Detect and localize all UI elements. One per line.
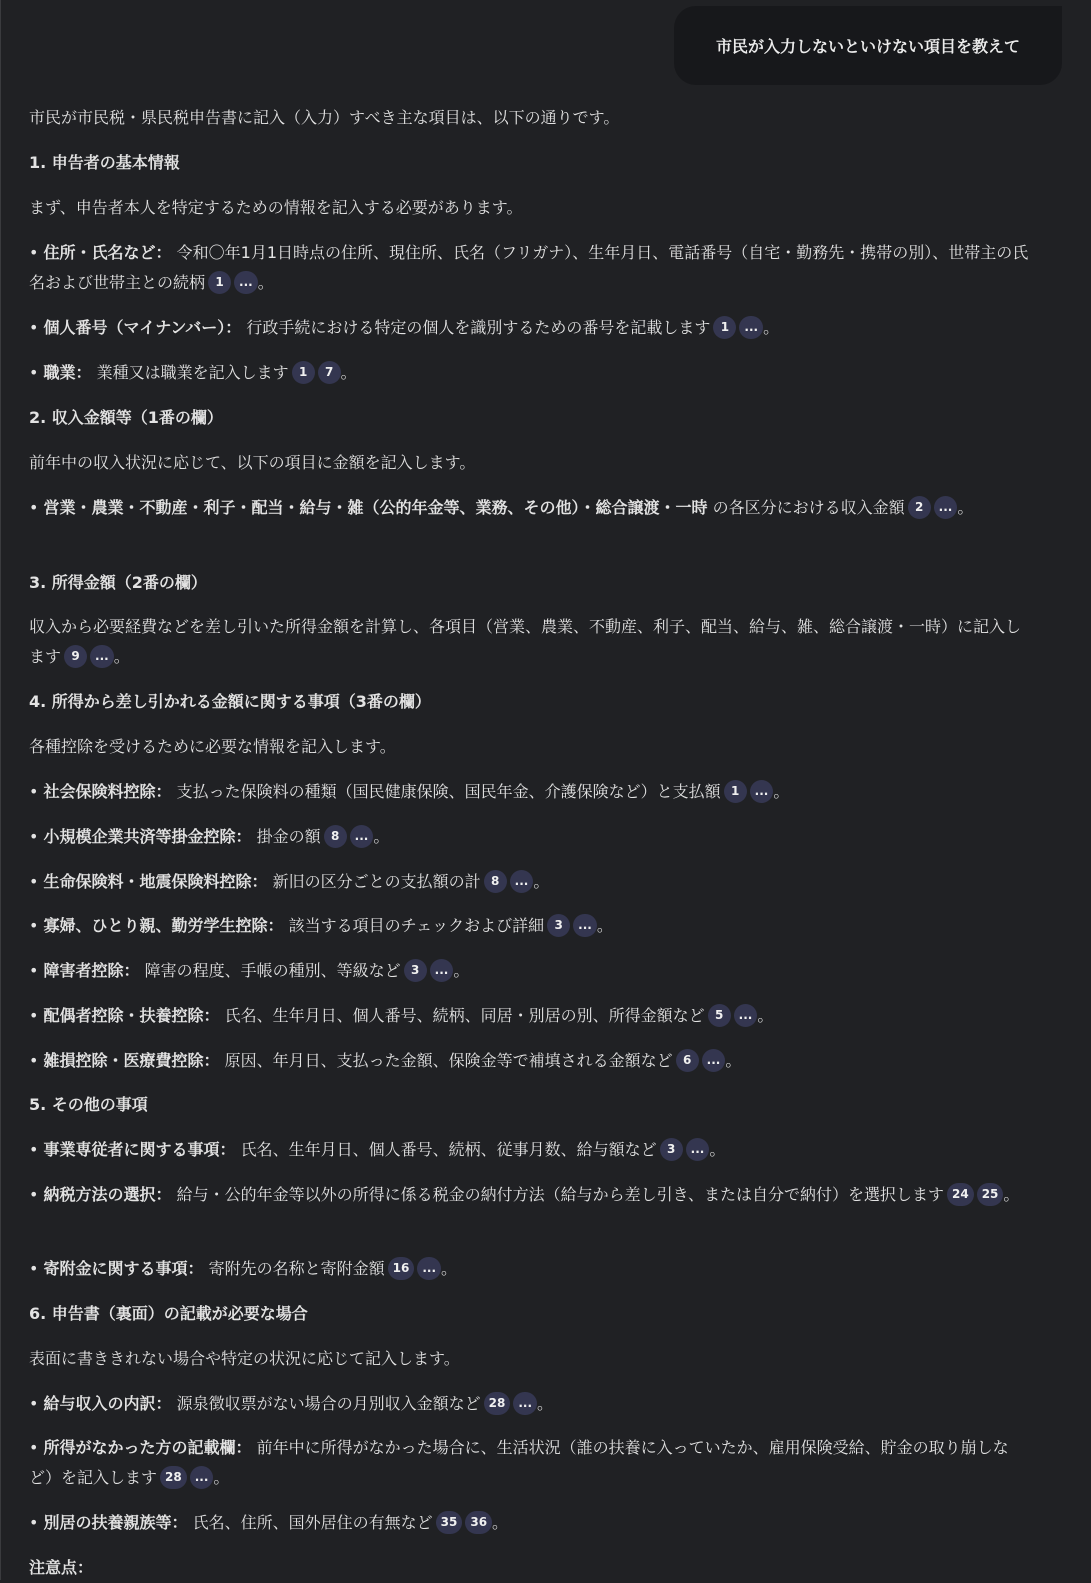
text-run: 。 bbox=[373, 827, 390, 846]
text-run: 新旧の区分ごとの支払額の計 bbox=[267, 872, 481, 891]
response-paragraph bbox=[29, 1001, 1029, 1031]
item-label: 所得がなかった方の記載欄： bbox=[43, 1438, 252, 1457]
text-run: 行政手続における特定の個人を識別するための番号を記載します bbox=[241, 318, 711, 337]
citation-chip[interactable]: ... bbox=[934, 496, 958, 519]
citation-chip[interactable]: 7 bbox=[318, 361, 341, 384]
citation-chip[interactable]: ... bbox=[190, 1466, 214, 1489]
citation-chip[interactable]: 1 bbox=[292, 361, 315, 384]
item-label: 配偶者控除・扶養控除： bbox=[43, 1006, 220, 1025]
citation-chip[interactable]: 1 bbox=[713, 316, 736, 339]
response-paragraph bbox=[29, 358, 1029, 388]
text-run: • bbox=[29, 1513, 44, 1532]
text-run: 氏名、生年月日、個人番号、続柄、従事月数、給与額など bbox=[235, 1140, 657, 1159]
citation-chip[interactable]: ... bbox=[350, 825, 374, 848]
text-run: 。 bbox=[725, 1051, 742, 1070]
text-run: • bbox=[29, 363, 44, 382]
response-paragraph bbox=[29, 867, 1029, 897]
text-run: • bbox=[29, 782, 44, 801]
text-run: • bbox=[29, 827, 44, 846]
text-run: 該当する項目のチェックおよび詳細 bbox=[283, 916, 545, 935]
item-label: 給与収入の内訳： bbox=[43, 1394, 172, 1413]
item-label: 寄附金に関する事項： bbox=[43, 1259, 204, 1278]
response-paragraph bbox=[29, 238, 1029, 298]
text-run: 2. 収入金額等（1番の欄） bbox=[29, 408, 223, 427]
text-run: • bbox=[29, 1140, 44, 1159]
citation-chip[interactable]: 1 bbox=[724, 780, 747, 803]
citation-chip[interactable]: ... bbox=[734, 1004, 758, 1027]
response-paragraph bbox=[29, 1254, 1029, 1284]
item-label: 別居の扶養親族等： bbox=[43, 1513, 188, 1532]
citation-chip[interactable]: ... bbox=[417, 1257, 441, 1280]
item-label: 職業： bbox=[43, 363, 92, 382]
text-run: 。 bbox=[957, 498, 974, 517]
citation-chip[interactable]: 25 bbox=[977, 1183, 1004, 1206]
text-run: 表面に書ききれない場合や特定の状況に応じて記入します。 bbox=[29, 1349, 460, 1368]
text-run: 市民が市民税・県民税申告書に記入（入力）すべき主な項目は、以下の通りです。 bbox=[29, 108, 620, 127]
citation-chip[interactable]: ... bbox=[430, 959, 454, 982]
text-run: 4. 所得から差し引かれる金額に関する事項（3番の欄） bbox=[29, 692, 431, 711]
citation-chip[interactable]: ... bbox=[686, 1138, 710, 1161]
text-run: 注意点： bbox=[29, 1558, 94, 1577]
item-label: 営業・農業・不動産・利子・配当・給与・雑（公的年金等、業務、その他）・総合譲渡・一時 bbox=[43, 498, 708, 517]
section-heading bbox=[29, 687, 1029, 717]
section-heading bbox=[29, 403, 1029, 433]
text-run: 5. その他の事項 bbox=[29, 1095, 148, 1114]
response-paragraph bbox=[29, 1433, 1029, 1493]
citation-chip[interactable]: 16 bbox=[388, 1257, 415, 1280]
text-run: • bbox=[29, 1051, 44, 1070]
response-paragraph bbox=[29, 1508, 1029, 1538]
text-run: 源泉徴収票がない場合の月別収入金額など bbox=[171, 1394, 481, 1413]
citation-chip[interactable]: ... bbox=[750, 780, 774, 803]
citation-chip[interactable]: 9 bbox=[64, 645, 87, 668]
item-label: 事業専従者に関する事項： bbox=[43, 1140, 236, 1159]
text-run: 氏名、生年月日、個人番号、続柄、同居・別居の別、所得金額など bbox=[219, 1006, 705, 1025]
text-run: まず、申告者本人を特定するための情報を記入する必要があります。 bbox=[29, 198, 523, 217]
response-paragraph bbox=[29, 1180, 1029, 1210]
text-run: • bbox=[29, 318, 44, 337]
response-paragraph bbox=[29, 822, 1029, 852]
text-run: 。 bbox=[1003, 1185, 1020, 1204]
text-run: • bbox=[29, 243, 44, 262]
section-heading bbox=[29, 148, 1029, 178]
item-label: 小規模企業共済等掛金控除： bbox=[43, 827, 252, 846]
text-run: の各区分における収入金額 bbox=[707, 498, 905, 517]
text-run: 業種又は職業を記入します bbox=[91, 363, 289, 382]
text-run: 1. 申告者の基本情報 bbox=[29, 153, 180, 172]
text-run: 寄附先の名称と寄附金額 bbox=[203, 1259, 385, 1278]
item-label: 寡婦、ひとり親、勤労学生控除： bbox=[43, 916, 284, 935]
response-paragraph bbox=[29, 612, 1029, 672]
item-label: 雑損控除・医療費控除： bbox=[43, 1051, 220, 1070]
citation-chip[interactable]: 3 bbox=[404, 959, 427, 982]
citation-chip[interactable]: ... bbox=[513, 1392, 537, 1415]
text-run: 3. 所得金額（2番の欄） bbox=[29, 573, 207, 592]
citation-chip[interactable]: ... bbox=[739, 316, 763, 339]
citation-chip[interactable]: 36 bbox=[465, 1511, 492, 1534]
citation-chip[interactable]: 35 bbox=[436, 1511, 463, 1534]
response-paragraph bbox=[29, 777, 1029, 807]
text-run: 障害の程度、手帳の種別、等級など bbox=[139, 961, 401, 980]
text-run: 原因、年月日、支払った金額、保険金等で補填される金額など bbox=[219, 1051, 673, 1070]
text-run: 。 bbox=[257, 273, 274, 292]
response-paragraph bbox=[29, 956, 1029, 986]
citation-chip[interactable]: 8 bbox=[324, 825, 347, 848]
text-run: • bbox=[29, 1438, 44, 1457]
user-message-text: 市民が入力しないといけない項目を教えて bbox=[715, 37, 1020, 56]
section-heading bbox=[29, 1299, 1029, 1329]
citation-chip[interactable]: 5 bbox=[708, 1004, 731, 1027]
response-paragraph bbox=[29, 193, 1029, 223]
citation-chip[interactable]: 24 bbox=[947, 1183, 974, 1206]
section-heading bbox=[29, 1553, 1029, 1583]
response-paragraph bbox=[29, 1344, 1029, 1374]
citation-chip[interactable]: 3 bbox=[547, 914, 570, 937]
response-paragraph bbox=[29, 313, 1029, 343]
citation-chip[interactable]: ... bbox=[702, 1049, 726, 1072]
text-run: 。 bbox=[213, 1468, 230, 1487]
text-run: • bbox=[29, 498, 44, 517]
citation-chip[interactable]: ... bbox=[90, 645, 114, 668]
citation-chip[interactable]: 1 bbox=[208, 271, 231, 294]
text-run: • bbox=[29, 1185, 44, 1204]
citation-chip[interactable]: ... bbox=[234, 271, 258, 294]
text-run: 。 bbox=[763, 318, 780, 337]
text-run: 6. 申告書（裏面）の記載が必要な場合 bbox=[29, 1304, 308, 1323]
text-run: 掛金の額 bbox=[251, 827, 321, 846]
text-run: 前年中に所得がなかった場合に、生活状況（誰の扶養に入っていたか、雇用保険受給、貯金の取り崩しなど）を記入します bbox=[29, 1438, 1009, 1487]
text-run: 。 bbox=[113, 647, 130, 666]
section-heading bbox=[29, 568, 1029, 598]
response-paragraph bbox=[29, 1135, 1029, 1165]
item-label: 社会保険料控除： bbox=[43, 782, 172, 801]
response-paragraph bbox=[29, 448, 1029, 478]
text-run: 収入から必要経費などを差し引いた所得金額を計算し、各項目（営業、農業、不動産、利子、配当、給与、雑、総合譲渡・一時）に記入します bbox=[29, 617, 1022, 666]
text-run: 。 bbox=[757, 1006, 774, 1025]
user-message-bubble bbox=[674, 6, 1062, 85]
text-run: 前年中の収入状況に応じて、以下の項目に金額を記入します。 bbox=[29, 453, 476, 472]
text-run: 。 bbox=[537, 1394, 554, 1413]
citation-chip[interactable]: 3 bbox=[660, 1138, 683, 1161]
response-paragraph bbox=[29, 1389, 1029, 1419]
citation-chip[interactable]: 28 bbox=[484, 1392, 511, 1415]
citation-chip[interactable]: 6 bbox=[676, 1049, 699, 1072]
citation-chip[interactable]: 2 bbox=[908, 496, 931, 519]
text-run: 給与・公的年金等以外の所得に係る税金の納付方法（給与から差し引き、または自分で納付）を選択します bbox=[171, 1185, 944, 1204]
text-run: • bbox=[29, 916, 44, 935]
response-paragraph bbox=[29, 732, 1029, 762]
citation-chip[interactable]: 8 bbox=[484, 870, 507, 893]
item-label: 障害者控除： bbox=[43, 961, 140, 980]
text-run: 。 bbox=[596, 916, 613, 935]
item-label: 納税方法の選択： bbox=[43, 1185, 172, 1204]
text-run: 。 bbox=[773, 782, 790, 801]
text-run: • bbox=[29, 872, 44, 891]
text-run: 。 bbox=[533, 872, 550, 891]
item-label: 生命保険料・地震保険料控除： bbox=[43, 872, 268, 891]
response-paragraph bbox=[29, 1046, 1029, 1076]
citation-chip[interactable]: ... bbox=[573, 914, 597, 937]
item-label: 個人番号（マイナンバー）： bbox=[43, 318, 242, 337]
text-run: 氏名、住所、国外居住の有無など bbox=[187, 1513, 433, 1532]
text-run: 。 bbox=[453, 961, 470, 980]
text-run: • bbox=[29, 1006, 44, 1025]
citation-chip[interactable]: ... bbox=[510, 870, 534, 893]
response-paragraph bbox=[29, 493, 1029, 523]
section-heading bbox=[29, 1090, 1029, 1120]
item-label: 住所・氏名など： bbox=[43, 243, 172, 262]
citation-chip[interactable]: 28 bbox=[160, 1466, 187, 1489]
text-run: 各種控除を受けるために必要な情報を記入します。 bbox=[29, 737, 396, 756]
response-paragraph bbox=[29, 103, 1029, 133]
text-run: 支払った保険料の種類（国民健康保険、国民年金、介護保険など）と支払額 bbox=[171, 782, 721, 801]
text-run: • bbox=[29, 1259, 44, 1278]
text-run: 。 bbox=[441, 1259, 458, 1278]
text-run: • bbox=[29, 961, 44, 980]
text-run: 。 bbox=[709, 1140, 726, 1159]
text-run: 令和〇年1月1日時点の住所、現住所、氏名（フリガナ）、生年月日、電話番号（自宅・勤務先・携帯の別）、世帯主の氏名および世帯主との続柄 bbox=[29, 243, 1029, 292]
text-run: 。 bbox=[492, 1513, 509, 1532]
text-run: • bbox=[29, 1394, 44, 1413]
response-paragraph bbox=[29, 911, 1029, 941]
text-run: 。 bbox=[340, 363, 357, 382]
